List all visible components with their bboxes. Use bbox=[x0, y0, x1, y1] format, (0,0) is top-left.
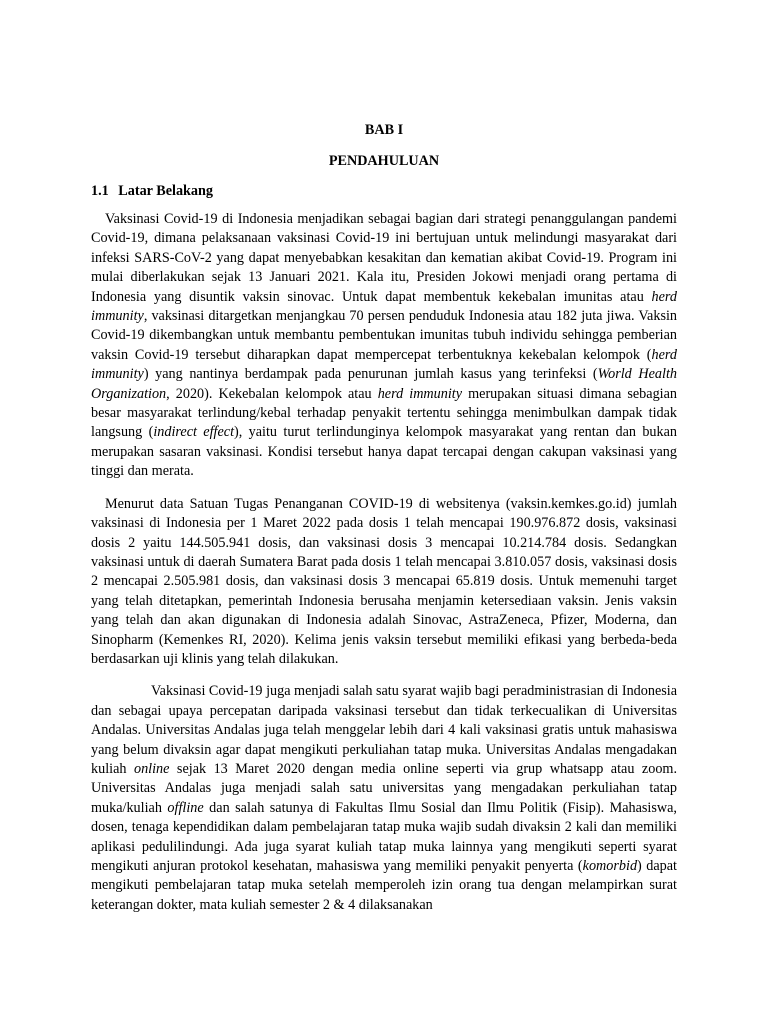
text-run: Menurut data Satuan Tugas Penanganan COVID-19 di websitenya (vaksin.kemkes.go.id) jumlah vaksinasi di Indonesia per 1 Maret 2022 pada dosis 1 telah mencapai 190.976.872 dosis, vaksinasi dosis 2 yaitu 144.505.941 dosis, dan vaksinasi dosis 3 mencapai 10.214.784 dosis. Sedangkan vaksinasi untuk di daerah Sumatera Barat pada dosis 1 telah mencapai 3.810.057 dosis, vaksinasi dosis 2 mencapai 2.505.981 dosis, dan vaksinasi dosis 3 mencapai 65.819 dosis. Untuk memenuhi target yang telah ditetapkan, pemerintah Indonesia berusaha menjamin ketersediaan vaksin. Jenis vaksin yang telah dan akan digunakan di Indonesia adalah Sinovac, AstraZeneca, Pfizer, Moderna, dan Sinopharm (Kemenkes RI, 2020). Kelima jenis vaksin tersebut memiliki efikasi yang berbeda-beda berdasarkan uji klinis yang telah dilakukan. bbox=[91, 495, 677, 667]
chapter-title: PENDAHULUAN bbox=[328, 153, 440, 169]
italic-term: herd immunity bbox=[91, 288, 677, 325]
section-number: 1.1 bbox=[91, 183, 109, 199]
italic-term: World Health Organization bbox=[91, 366, 678, 402]
paragraph bbox=[91, 495, 677, 670]
text-run: , 2020). Kekebalan kelompok atau bbox=[166, 385, 378, 402]
text-run: dan salah satunya di Fakultas Ilmu Sosial dan Ilmu Politik (Fisip). Mahasiswa, dosen, tenaga kependidikan dalam pembelajaran tatap muka wajib sudah divaksin 2 kali dan memiliki aplikasi pedulilindungi. Ada juga syarat kuliah tatap muka lainnya yang mengikuti seperti syarat mengikuti anjuran protokol kesehatan, mahasiswa yang memiliki penyakit penyerta ( bbox=[91, 799, 677, 874]
paragraph bbox=[91, 682, 677, 917]
section-heading bbox=[91, 181, 677, 201]
italic-term: online bbox=[133, 760, 170, 777]
text-run: Vaksinasi Covid-19 juga menjadi salah satu syarat wajib bagi peradministrasian di Indonesia dan sebagai upaya percepatan daripada vaksinasi tersebut dan tidak terkecualikan di Universitas Andalas. Universitas Andalas juga telah menggelar lebih dari 4 kali vaksinasi gratis untuk mahasiswa yang belum divaksin agar dapat mengikuti perkuliahan tatap muka. Universitas Andalas mengadakan kuliah bbox=[91, 683, 677, 777]
italic-term: komorbid bbox=[582, 858, 638, 874]
italic-term: herd immunity bbox=[377, 385, 463, 402]
text-run: merupakan situasi dimana sebagian besar masyarakat terlindung/kebal terhadap penyakit tertentu sehingga menimbulkan dampak tidak langsung ( bbox=[91, 385, 677, 441]
italic-term: offline bbox=[167, 799, 204, 816]
text-run: Vaksinasi Covid-19 di Indonesia menjadikan sebagai bagian dari strategi penanggulangan pandemi Covid-19, dimana pelaksanaan vaksinasi Covid-19 ini bertujuan untuk melindungi masyarakat dari infeksi SARS-CoV-2 yang dapat menyebabkan kesakitan dan kematian akibat Covid-19. Program ini mulai diberlakukan sejak 13 Januari 2021. Kala itu, Presiden Jokowi menjadi orang pertama di Indonesia yang disuntik vaksin sinovac. Untuk dapat membentuk kekebalan imunitas atau bbox=[91, 211, 677, 305]
paragraph bbox=[91, 210, 677, 482]
text-run: , vaksinasi ditargetkan menjangkau 70 persen penduduk Indonesia atau 182 juta jiwa. Vaksin Covid-19 dikembangkan untuk membantu pembentukan imunitas tubuh individu sehingga pemberian vaksin Covid-19 tersebut diharapkan dapat mempercepat terbentuknya kekebalan kelompok ( bbox=[91, 308, 677, 363]
section-title: Latar Belakang bbox=[118, 183, 214, 199]
chapter-number: BAB I bbox=[364, 122, 404, 138]
italic-term: herd immunity bbox=[91, 346, 677, 383]
text-run: sejak 13 Maret 2020 dengan media online seperti via grup whatsapp atau zoom. Universitas Andalas juga menjadi salah satu universitas yang mengadakan perkuliahan tatap muka/kuliah bbox=[91, 760, 677, 816]
text-run: ) yang nantinya berdampak pada penurunan jumlah kasus yang terinfeksi ( bbox=[143, 366, 598, 383]
document-page bbox=[91, 120, 677, 930]
italic-term: indirect effect bbox=[153, 424, 235, 441]
text-run: ) dapat mengikuti pembelajaran tatap muka setelah memperoleh izin orang tua dengan melampirkan surat keterangan dokter, mata kuliah semester 2 & 4 dilaksanakan bbox=[91, 858, 677, 913]
text-run: ), yaitu turut terlindunginya kelompok masyarakat yang rentan dan bukan merupakan sasaran vaksinasi. Kondisi tersebut hanya dapat tercapai dengan cakupan vaksinasi yang tinggi dan merata. bbox=[91, 424, 677, 480]
